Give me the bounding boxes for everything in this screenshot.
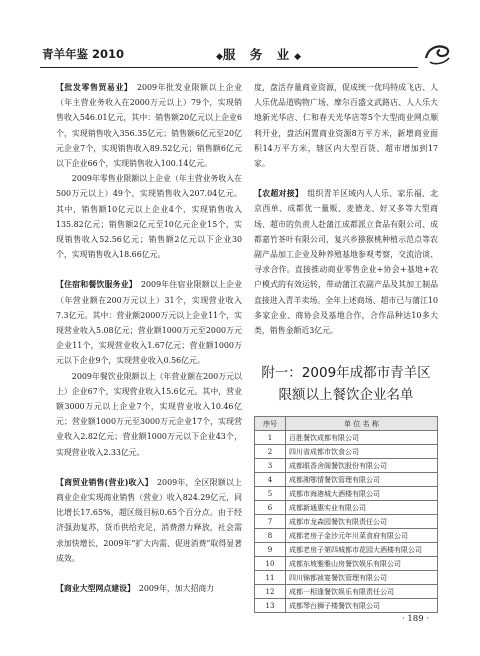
table-row	[255, 529, 438, 543]
company-name: 百胜餐饮成都有限公司	[286, 431, 438, 445]
company-name: 成都眼香舍阁餐饮股份有限公司	[286, 459, 438, 473]
header-name: 单 位 名 称	[286, 417, 438, 431]
paragraph-text: 2009年批发业限额以上企业（年主营业务收入在2000万元以上）79个，实现销售收入546.01亿元，其中：销售额20亿元以上企业6个，实现销售收入356.35亿元；销售额6亿元至20亿元企业7个，实现销售收入89.52亿元；销售额6亿元以下企业66个，实现销售收入100.14亿元。	[56, 83, 242, 169]
row-number: 1	[255, 431, 286, 445]
row-number: 10	[255, 557, 286, 571]
row-number: 13	[255, 599, 286, 613]
company-name: 成都市海港城大酒楼有限公司	[286, 487, 438, 501]
section-title	[216, 45, 301, 63]
section-tag-commerce-revenue: 【商贸业销售(营业)收入】	[56, 477, 149, 487]
header-number: 序号	[255, 417, 286, 431]
table-row	[255, 599, 438, 613]
table-body	[255, 431, 438, 613]
table-row	[255, 501, 438, 515]
paragraph	[254, 186, 438, 338]
yearbook-logo-icon	[422, 38, 452, 68]
table-row	[255, 571, 438, 585]
spacer	[56, 566, 242, 581]
appendix-title	[254, 362, 438, 406]
row-number: 4	[255, 473, 286, 487]
diamond-left-icon: ◆	[216, 52, 223, 62]
table-header-row	[255, 417, 438, 431]
section-tag-large-outlets: 【商业大型网点建设】	[56, 584, 131, 594]
row-number: 5	[255, 487, 286, 501]
company-name: 成都一相逢餐饮娱乐有限责任公司	[286, 585, 438, 599]
table-row	[255, 487, 438, 501]
company-name: 成都东坡雅雅山房餐饮娱乐有限公司	[286, 557, 438, 571]
company-name: 四川锦都祯宴餐饮管理有限公司	[286, 571, 438, 585]
page-header	[40, 44, 448, 66]
table-row	[255, 543, 438, 557]
table-row	[255, 431, 438, 445]
section-tag-farm-supermarket: 【农超对接】	[254, 189, 300, 199]
yearbook-title: 青羊年鉴 2010	[42, 47, 125, 61]
table-row	[255, 557, 438, 571]
row-number: 7	[255, 515, 286, 529]
row-number: 6	[255, 501, 286, 515]
row-number: 2	[255, 445, 286, 459]
paragraph-text: 2009年，全区限额以上商业企业实现商业销售（营业）收入824.29亿元，同比增长17.65%，超区级目标0.65个百分点。由于经济强劲复苏，货币供给充足，消费潜力释放，社会需求加快增长，2009年“扩大内需、促进消费”取得显著成效。	[56, 477, 242, 563]
paragraph	[56, 80, 242, 171]
paragraph	[56, 475, 242, 566]
paragraph-text: 组织青羊区域内人人乐、家乐福、北京西单、成都优一量贩、麦德龙、好又多等大型商场、超市的负责人赴蒲江成都派立食品有限公司、成都嘉竹茶叶有限公司，复兴乡猕猴桃种植示范点等农副产品加工企业及种养殖基地参观考察，交流洽谈、寻求合作。直接推动商业零售企业+协会+基地+农户模式的有效运转，带动蒲江农副产品及其加工制品直接进入青羊卖场。全年上述商场、超市已与蒲江10多家企业、商协会及基地合作，合作品种达10多大类，销售金额近3亿元。	[254, 189, 438, 336]
catering-companies-table	[254, 416, 438, 613]
table-row	[255, 515, 438, 529]
table-row	[255, 585, 438, 599]
appendix-title-line2: 限额以上餐饮企业名单	[278, 387, 414, 403]
company-name: 成都老房子第四城都市花园大酒楼有限公司	[286, 543, 438, 557]
page-number: · 189 ·	[402, 614, 430, 624]
section-tag-wholesale-retail: 【批发零售贸易业】	[56, 83, 129, 92]
company-name: 四川省成都市饮食公司	[286, 445, 438, 459]
company-name: 成都新通惠实业有限公司	[286, 501, 438, 515]
spacer	[56, 460, 242, 475]
company-name: 成都湘鄂情餐饮管理有限公司	[286, 473, 438, 487]
paragraph	[56, 581, 242, 596]
spacer	[56, 262, 242, 277]
left-column	[56, 80, 242, 596]
paragraph	[56, 277, 242, 368]
row-number: 3	[255, 459, 286, 473]
table-row	[255, 459, 438, 473]
paragraph: 2009年零售业限额以上企业（年主营业务收入在500万元以上）49个，实现销售收入207.04亿元。其中，销售额10亿元以上企业4个，实现销售收入135.82亿元；销售额2亿元至10亿元企业15个，实现销售收入52.56亿元；销售额2亿元以下企业30个，实现销售收入18.66亿元。	[56, 174, 242, 260]
row-number: 12	[255, 585, 286, 599]
paragraph: 2009年餐饮业限额以上（年营业额在200万元以上）企业67个，实现营业收入15.6亿元。其中，营业额3000万元以上企业7个，实现营业收入10.46亿元；营业额1000万元至3000万元企业17个，实现营业收入2.82亿元；营业额1000万元以下企业43个，实现营业收入2.33亿元。	[56, 371, 242, 457]
paragraph-text: 2009年，加大招商力	[138, 584, 215, 594]
spacer	[254, 171, 438, 186]
right-column	[254, 80, 438, 338]
company-name: 成都琴台狮子楼餐饮有限公司	[286, 599, 438, 613]
section-tag-lodging-catering: 【住宿和餐饮服务业】	[56, 280, 133, 290]
company-name: 成都市龙森园餐饮有限责任公司	[286, 515, 438, 529]
header-rule	[40, 67, 418, 68]
diamond-right-icon: ◆	[294, 52, 302, 62]
company-name: 成都老房子金沙元年川菜食府有限公司	[286, 529, 438, 543]
paragraph: 度，盘活存量商业资源，促成统一优玛特成飞店、人人乐优品道购物广场、摩尔百盛文武路店、人人乐大地新光华店、仁和春天光华店等5个大型商业网点顺利开业，盘活闲置商业资源8万平方米，新增商业面积14万平方米，辖区内大型百货、超市增加到17家。	[254, 83, 438, 169]
row-number: 11	[255, 571, 286, 585]
row-number: 9	[255, 543, 286, 557]
paragraph-text: 2009年住宿业限额以上企业（年营业额在200万元以上）31个，实现营业收入7.3亿元。其中：营业额2000万元以上企业11个，实现营业收入5.08亿元；营业额1000万元至2000万元企业11个，实现营业收入1.67亿元；营业额1000万元以下企业9个，实现营业收入0.56亿元。	[56, 280, 242, 366]
table-row	[255, 445, 438, 459]
table-row	[255, 473, 438, 487]
row-number: 8	[255, 529, 286, 543]
section-title-text: 服 务 业	[222, 47, 295, 62]
appendix-title-line1: 附一：2009年成都市青羊区	[261, 365, 431, 381]
